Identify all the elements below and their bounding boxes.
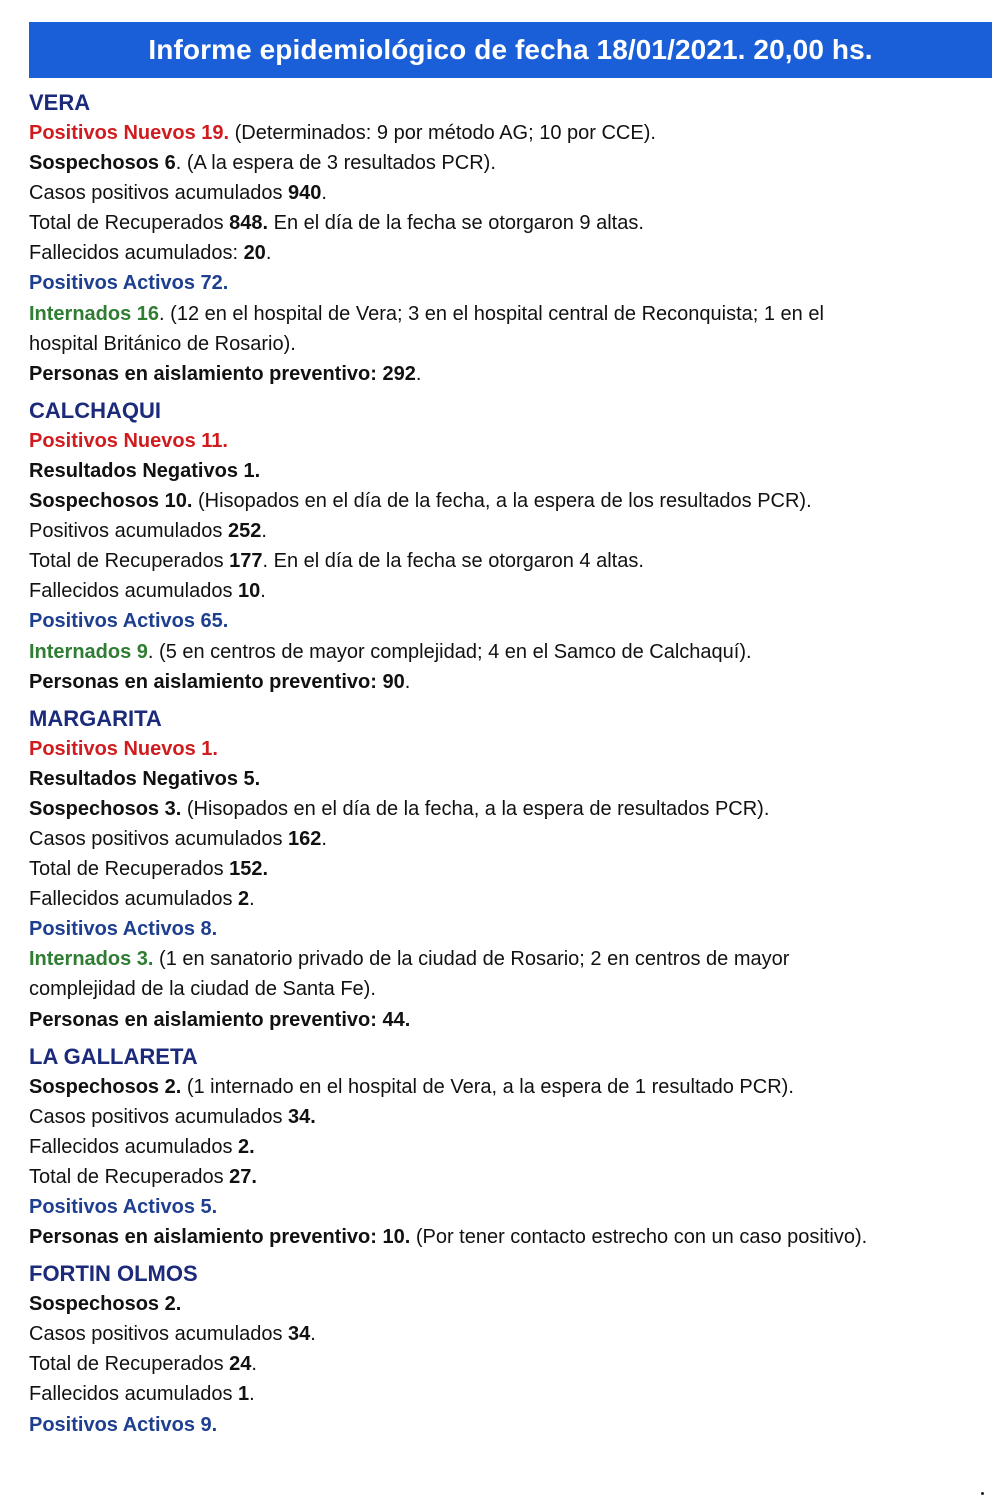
sospechosos-line: Sospechosos 3. (Hisopados en el día de la fecha, a la espera de resultados PCR). (29, 797, 770, 820)
recuperados-line: Total de Recuperados 848. En el día de la fecha se otorgaron 9 altas. (29, 212, 644, 235)
acumulados-line: Positivos acumulados 252. (29, 520, 267, 543)
section-title: LA GALLARETA (29, 1043, 198, 1069)
section-la-gallareta (29, 1042, 979, 1253)
activos-line: Positivos Activos 5. (29, 1196, 218, 1218)
section-title: MARGARITA (29, 705, 162, 731)
acumulados-line: Casos positivos acumulados 940. (29, 182, 327, 205)
internados-line-cont: hospital Británico de Rosario). (29, 332, 296, 355)
activos-line: Positivos Activos 72. (29, 272, 229, 295)
section-title: VERA (29, 90, 91, 115)
aislamiento-line: Personas en aislamiento preventivo: 10. (Por tener contacto estrecho con un caso positivo). (29, 1226, 868, 1249)
fallecidos-line: Fallecidos acumulados: 20. (29, 242, 272, 265)
positivos-nuevos-line: Positivos Nuevos 11. (29, 429, 228, 452)
activos-line: Positivos Activos 9. (29, 1413, 218, 1436)
negativos-line: Resultados Negativos 5. (29, 767, 261, 790)
internados-line: Internados 16. (12 en el hospital de Vera; 3 en el hospital central de Reconquista; 1 en el (29, 302, 824, 325)
positivos-nuevos-line: Positivos Nuevos 1. (29, 737, 218, 760)
recuperados-line: Total de Recuperados 177. En el día de la fecha se otorgaron 4 altas. (29, 550, 644, 573)
section-calchaqui (29, 396, 979, 697)
section-fortin-olmos (29, 1259, 979, 1439)
acumulados-line: Casos positivos acumulados 34. (29, 1105, 316, 1128)
sospechosos-line: Sospechosos 2. (1 internado en el hospital de Vera, a la espera de 1 resultado PCR). (29, 1075, 794, 1098)
internados-line-cont: complejidad de la ciudad de Santa Fe). (29, 978, 376, 1001)
sospechosos-line: Sospechosos 6. (A la espera de 3 resultados PCR). (29, 152, 496, 175)
fallecidos-line: Fallecidos acumulados 1. (29, 1383, 255, 1406)
recuperados-line: Total de Recuperados 27. (29, 1165, 257, 1188)
acumulados-line: Casos positivos acumulados 34. (29, 1323, 316, 1346)
sospechosos-line: Sospechosos 2. (29, 1293, 182, 1316)
activos-line: Positivos Activos 8. (29, 918, 218, 941)
recuperados-line: Total de Recuperados 24. (29, 1353, 257, 1376)
fallecidos-line: Fallecidos acumulados 10. (29, 580, 266, 603)
aislamiento-line: Personas en aislamiento preventivo: 44. (29, 1008, 411, 1031)
header-banner (29, 22, 992, 78)
negativos-line: Resultados Negativos 1. (29, 459, 261, 482)
section-margarita (29, 704, 979, 1035)
acumulados-line: Casos positivos acumulados 162. (29, 827, 327, 850)
internados-line: Internados 9. (5 en centros de mayor complejidad; 4 en el Samco de Calchaquí). (29, 640, 752, 663)
sospechosos-line: Sospechosos 10. (Hisopados en el día de la fecha, a la espera de los resultados PCR). (29, 490, 812, 513)
corner-mark (981, 1492, 984, 1495)
report-body (29, 88, 979, 1447)
section-title: CALCHAQUI (29, 397, 161, 423)
internados-line: Internados 3. (1 en sanatorio privado de la ciudad de Rosario; 2 en centros de mayor (29, 948, 790, 971)
aislamiento-line: Personas en aislamiento preventivo: 292. (29, 362, 422, 385)
positivos-nuevos-line: Positivos Nuevos 19. (Determinados: 9 por método AG; 10 por CCE). (29, 122, 656, 144)
recuperados-line: Total de Recuperados 152. (29, 858, 269, 881)
aislamiento-line: Personas en aislamiento preventivo: 90. (29, 670, 411, 693)
activos-line: Positivos Activos 65. (29, 610, 229, 633)
fallecidos-line: Fallecidos acumulados 2. (29, 888, 255, 911)
report-title: Informe epidemiológico de fecha 18/01/2021. 20,00 hs. (148, 34, 873, 65)
section-title: FORTIN OLMOS (29, 1261, 198, 1287)
section-vera (29, 88, 979, 389)
fallecidos-line: Fallecidos acumulados 2. (29, 1135, 255, 1158)
